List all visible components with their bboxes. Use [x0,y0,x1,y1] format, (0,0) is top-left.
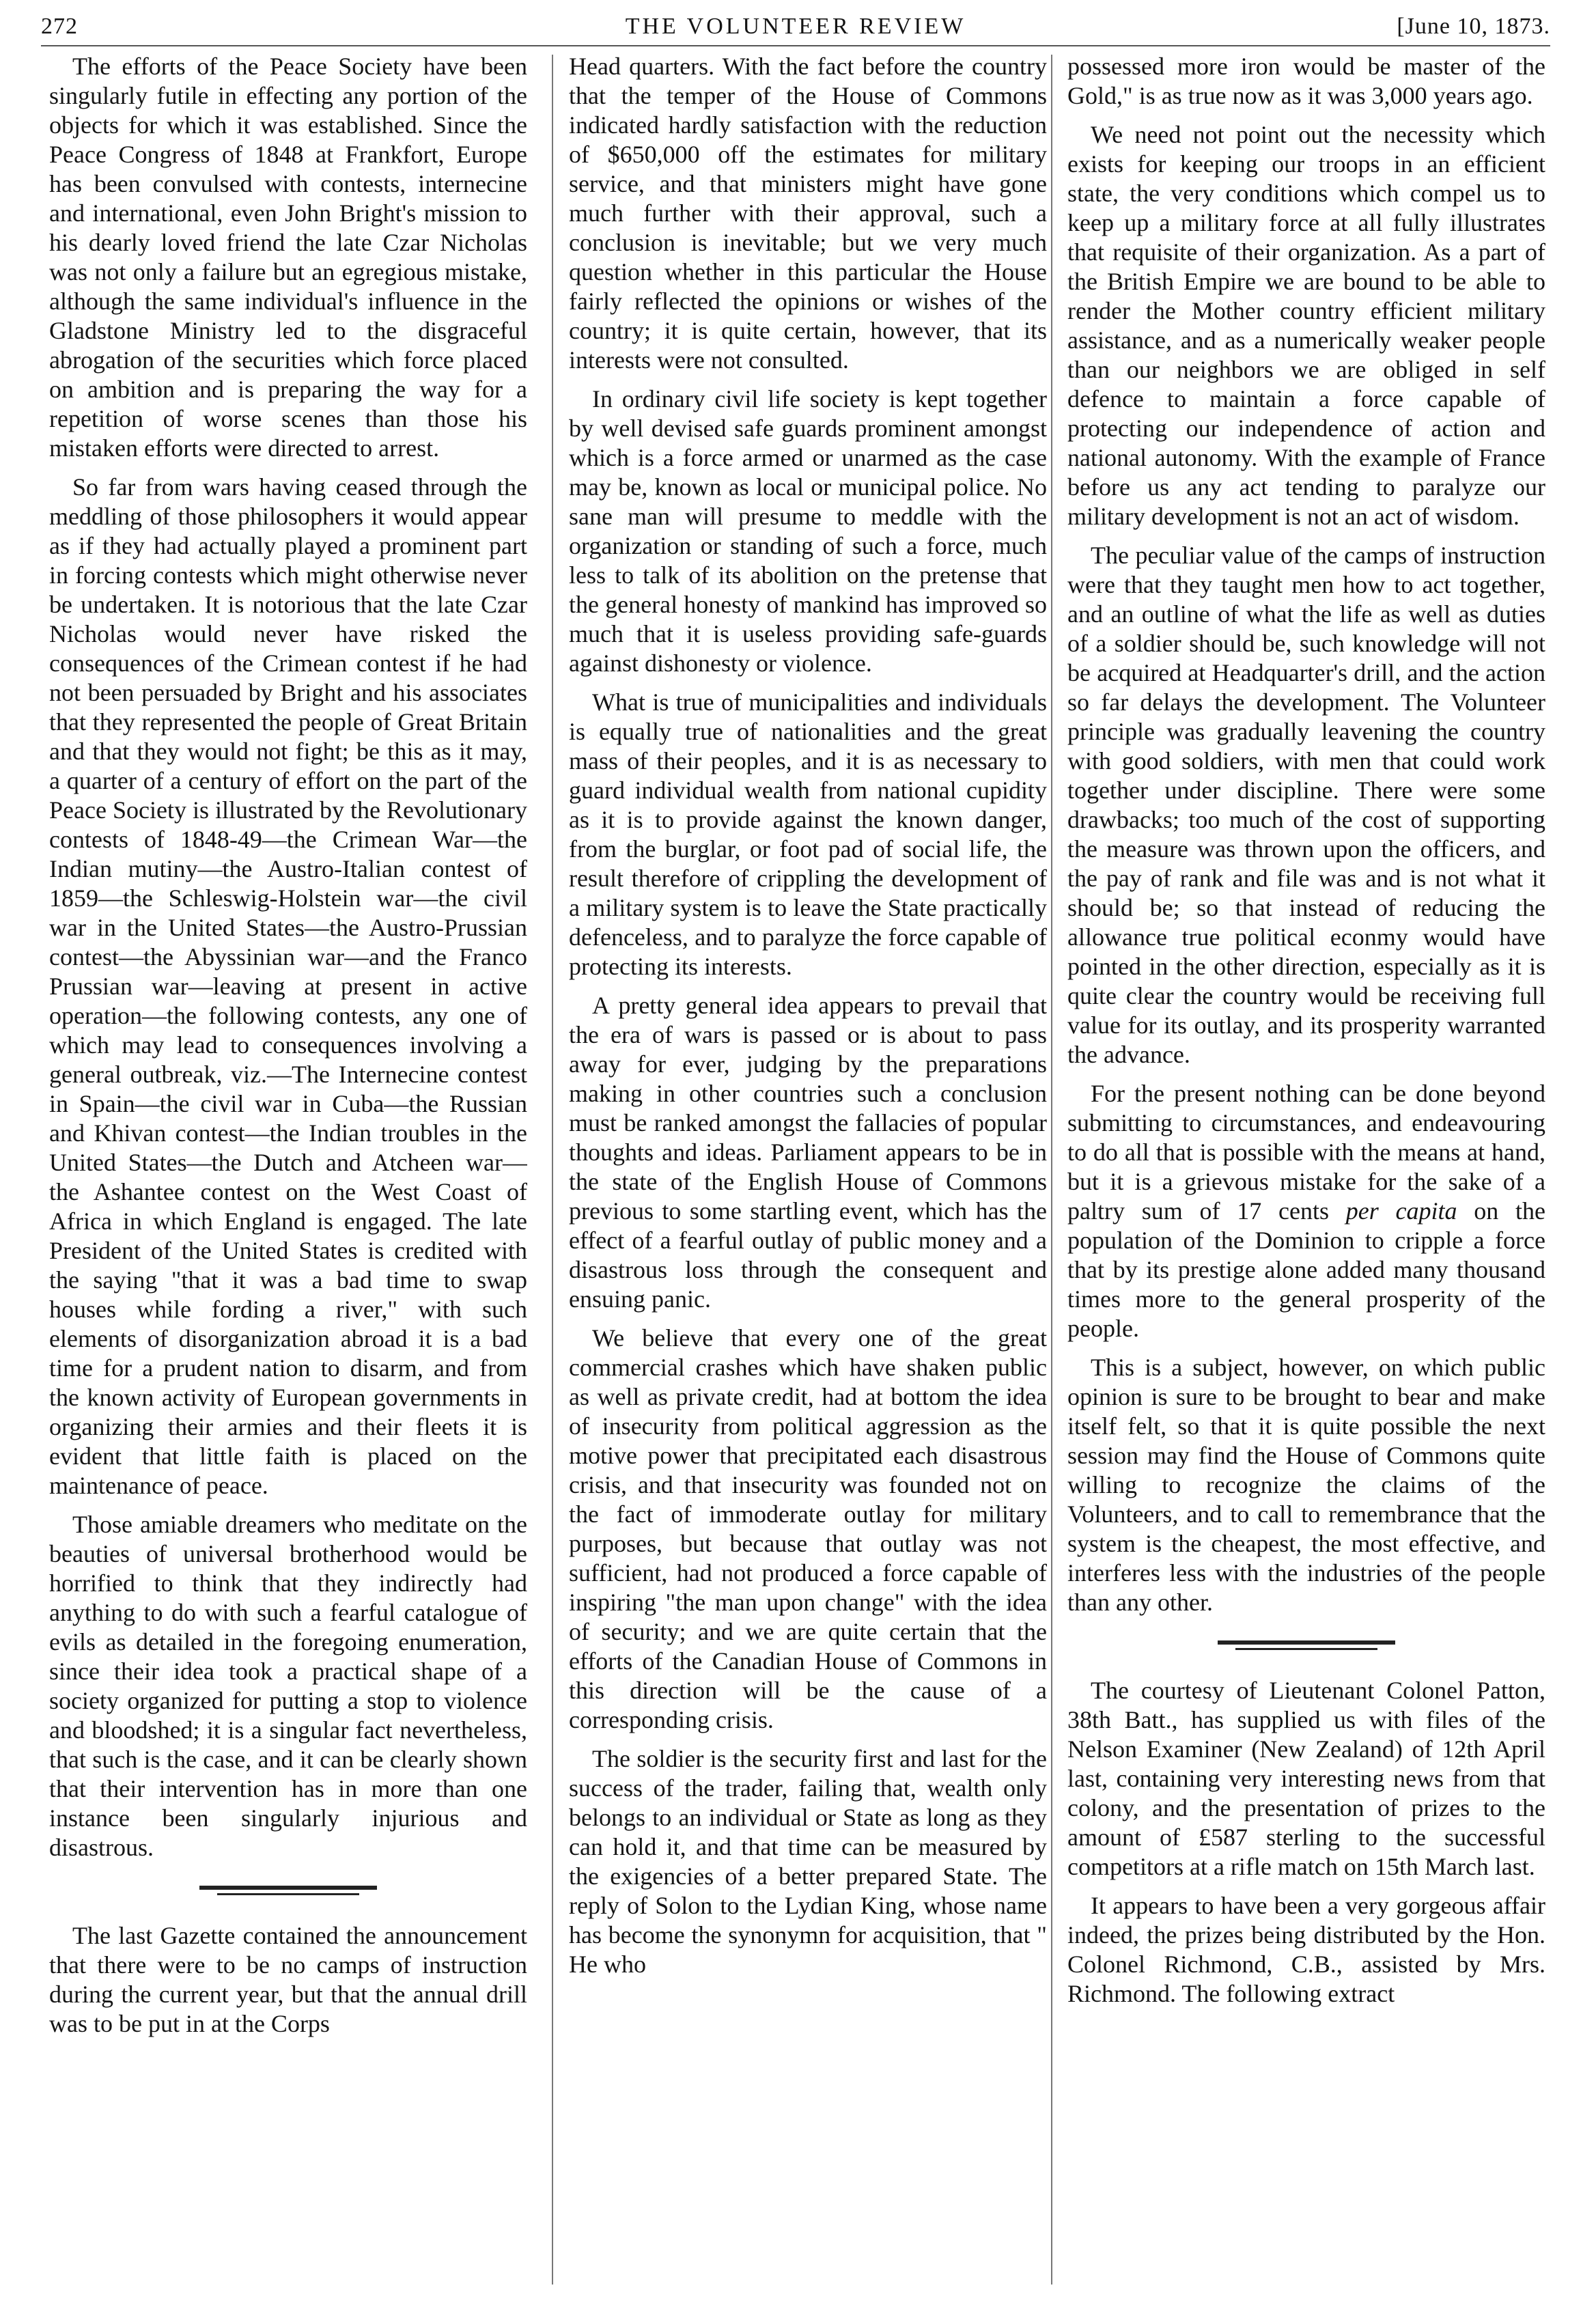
paragraph: The courtesy of Lieutenant Colonel Patton, 38th Batt., has supplied us with files of the Nelson Examiner (New Zealand) of 12th April last, containing very interesting news from that colony, and the presentation of prizes to the amount of £587 sterling to the successful competitors at a rifle match on 15th March last. [1067,1677,1545,1880]
column-3 [1067,52,1545,2285]
column-2 [569,52,1047,2285]
section-divider [199,1886,377,1895]
paragraph: The last Gazette contained the announcement that there were to be no camps of instruction during the current year, but that the annual drill was to be put in at the Corps [49,1922,527,2037]
paragraph: What is true of municipalities and individuals is equally true of nationalities and the great mass of their peoples, and it is as necessary to guard individual wealth from national cupidity as it is to provide against the known danger, from the burglar, or foot pad of social life, the result therefore of crippling the development of a military system is to leave the State practically defenceless, and to paralyze the force capable of protecting its interests. [569,688,1047,980]
paragraph: We believe that every one of the great commercial crashes which have shaken public as well as private credit, had at bottom the idea of insecurity from political aggression as the motive power that precipitated each disastrous crisis, and that insecurity was founded not on the fact of immoderate outlay for military purposes, but because that outlay was not sufficient, had not produced a force capable of inspiring "the man upon change" with the idea of security; and we are quite certain that the efforts of the Canadian House of Commons in this direction will be the cause of a corresponding crisis. [569,1324,1047,1733]
paragraph: The soldier is the security first and last for the success of the trader, failing that, wealth only belongs to an individual or State as long as they can hold it, and that time can be measured by the exigencies of a better prepared State. The reply of Solon to the Lydian King, whose name has become the synonymn for acquisition, that " He who [569,1745,1047,1978]
column-rule-1 [552,55,553,2285]
section-divider [1218,1640,1395,1650]
paragraph: Those amiable dreamers who meditate on the beauties of universal brotherhood would be horrified to think that they indirectly had anything to do with such a fearful catalogue of evils as detailed in the foregoing enumeration, since their idea took a practical shape of a society organized for putting a stop to violence and bloodshed; it is a singular fact nevertheless, that such is the case, and it can be clearly shown that their intervention has in more than one instance been singularly injurious and disastrous. [49,1511,527,1861]
issue-date: [June 10, 1873. [1397,14,1550,39]
text-run: For the present nothing can be done beyond submitting to circumstances, and endeavouring to do all that is possible with the means at hand, but it is a grievous mistake for the sake of a paltry sum of 17 cents [1067,1080,1545,1225]
text-run: on the population of the Dominion to cripple a force that by its prestige alone added many thousand times more to the general prosperity of the people. [1067,1197,1545,1342]
masthead-title: THE VOLUNTEER REVIEW [625,14,966,39]
paragraph: Head quarters. With the fact before the country that the temper of the House of Commons indicated hardly satisfaction with the reduction of $650,000 off the estimates for military service, and that ministers might have gone much further with their approval, such a conclusion is inevitable; but we very much question whether in this particular the House fairly reflected the opinions or wishes of the country; it is quite certain, however, that its interests were not consulted. [569,53,1047,374]
paragraph: This is a subject, however, on which public opinion is sure to be brought to bear and make itself felt, so that it is quite possible the next session may find the House of Commons quite willing to recognize the claims of the Volunteers, and to call to remembrance that the system is the cheapest, the most effective, and interferes less with the industries of the people than any other. [1067,1354,1545,1616]
paragraph: The efforts of the Peace Society have been singularly futile in effecting any portion of the objects for which it was established. Since the Peace Congress of 1848 at Frankfort, Europe has been convulsed with contests, internecine and international, even John Bright's mission to his dearly loved friend the late Czar Nicholas was not only a failure but an egregious mistake, although the same individual's influence in the Gladstone Ministry led to the disgraceful abrogation of the securities which force placed on ambition and is preparing the way for a repetition of worse scenes than those his mistaken efforts were directed to arrest. [49,53,527,462]
italic-text: per capita [1345,1197,1457,1225]
paragraph: The peculiar value of the camps of instruction were that they taught men how to act together, and an outline of what the life as well as duties of a soldier should be, such knowledge will not be acquired at Headquarter's drill, and the action so far delays the development. The Volunteer principle was gradually leavening the country with good soldiers, with men that could work together under discipline. There were some drawbacks; too much of the cost of supporting the measure was thrown upon the officers, and the pay of rank and file was and is not what it should be; so that instead of reducing the allowance true political econmy would have pointed in the other direction, especially as it is quite clear the country would be receiving full value for its outlay, and its prosperity warranted the advance. [1067,542,1545,1068]
paragraph [1067,1079,1545,1343]
page-number: 272 [41,14,78,39]
paragraph: We need not point out the necessity which exists for keeping our troops in an efficient state, the very conditions which compel us to keep up a military force at all fully illustrates that requisite of their organization. As a part of the British Empire we are bound to be able to render the Mother country efficient military assistance, and as a numerically weaker people than our neighbors we are obliged in self defence to maintain a force capable of protecting our independence of action and national autonomy. With the example of France before us any act tending to paralyze our military development is not an act of wisdom. [1067,121,1545,530]
paragraph: possessed more iron would be master of the Gold," is as true now as it was 3,000 years ago. [1067,53,1545,109]
paragraph: So far from wars having ceased through the meddling of those philosophers it would appear as if they had actually played a prominent part in forcing contests which might otherwise never be undertaken. It is notorious that the late Czar Nicholas would never have risked the consequences of the Crimean contest if he had not been persuaded by Bright and his associates that they represented the people of Great Britain and that they would not fight; be this as it may, a quarter of a century of effort on the part of the Peace Society is illustrated by the Revolutionary contests of 1848-49—the Crimean War—the Indian mutiny—the Austro-Italian contest of 1859—the Schleswig-Holstein war—the civil war in the United States—the Austro-Prussian contest—the Abyssinian war—and the Franco Prussian war—leaving at present in active operation—the following contests, any one of which may lead to consequences involving a general outbreak, viz.—The Internecine contest in Spain—the civil war in Cuba—the Russian and Khivan contest—the Indian troubles in the United States—the Dutch and Atcheen war—the Ashantee contest on the West Coast of Africa in which England is engaged. The late President of the United States is credited with the saying "that it was a bad time to swap houses while fording a river," with such elements of disorganization abroad it is a bad time for a prudent nation to disarm, and from the known activity of European governments in organizing their armies and their fleets it is evident that little faith is placed on the maintenance of peace. [49,473,527,1499]
header-rule [41,45,1550,46]
paragraph: It appears to have been a very gorgeous affair indeed, the prizes being distributed by the Hon. Colonel Richmond, C.B., assisted by Mrs. Richmond. The following extract [1067,1892,1545,2007]
paragraph: A pretty general idea appears to prevail that the era of wars is passed or is about to pass away for ever, judging by the preparations making in other countries such a conclusion must be ranked amongst the fallacies of popular thoughts and ideas. Parliament appears to be in the state of the English House of Commons previous to some startling event, which has the effect of a fearful outlay of public money and a disastrous loss through the consequent and ensuing panic. [569,992,1047,1313]
column-rule-2 [1051,55,1052,2285]
paragraph: In ordinary civil life society is kept together by well devised safe guards prominent amongst which is a force armed or unarmed as the case may be, known as local or municipal police. No sane man will presume to meddle with the organization or standing of such a force, much less to talk of its abolition on the pretense that the general honesty of mankind has improved so much that it is useless providing safe-guards against dishonesty or violence. [569,385,1047,677]
column-1 [49,52,527,2285]
